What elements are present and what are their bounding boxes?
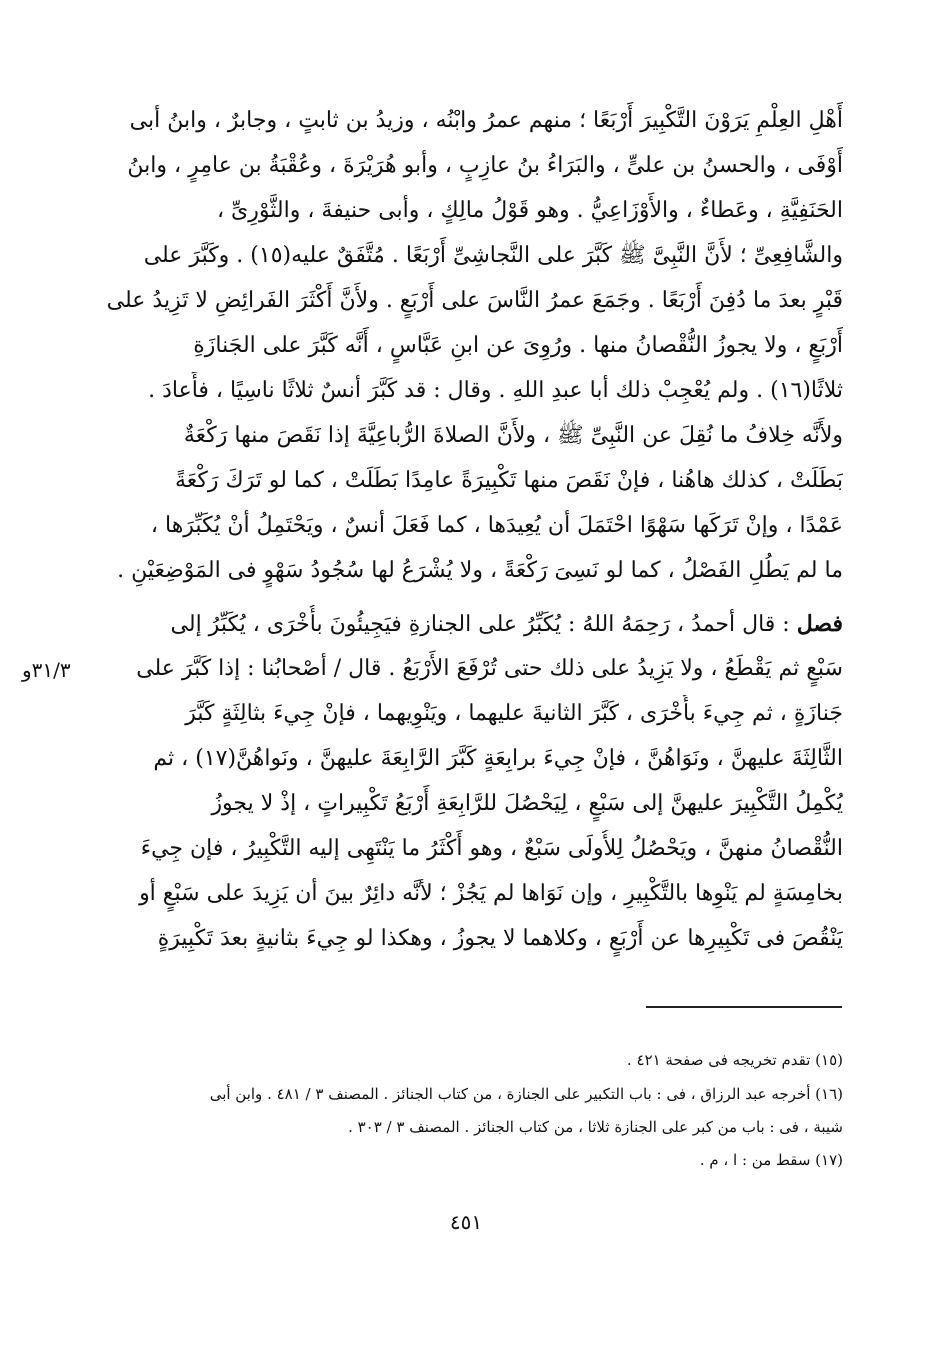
fasl-line: النُّقْصانُ منهنَّ ، ويَحْصُلُ لِلأُولَى سَبْعٌ ، وهو أَكْثَرُ ما يَنْتَهِى إليه التَّكْبِيرُ ، فإن جِيءَ	[140, 836, 843, 861]
fasl-line: سَبْعٍ ثم يَقْطَعُ ، ولا يَزِيدُ على ذلك حتى تُرْفَعَ الأَرْبَعُ . قال / أصْحابُنا : إذا كَبَّرَ على	[136, 656, 843, 681]
footnote: شيبة ، فى : باب من كبر على الجنازة ثلاثا ، من كتاب الجنائز . المصنف ٣ / ٣٠٣ .	[348, 1118, 843, 1136]
footnote: (١٧) سقط من : ا ، م .	[699, 1151, 843, 1169]
margin-folio-note: ٣١/٣و	[22, 658, 71, 682]
page-number: ٤٥١	[449, 1210, 483, 1234]
fasl-line: بخامِسَةٍ لم يَنْوِها بالتَّكْبِيرِ ، وإن نَوَاها لم يَجُزْ ؛ لأنَّه دائِرٌ بينَ أن يَزِيدَ على سَبْعٍ أو	[139, 881, 843, 906]
fasl-line-text: : قال أحمدُ ، رَحِمَهُ اللهُ : يُكَبِّرُ على الجنازةِ فيَجِيئُونَ بأُخْرَى ، يُكَبِّرُ إلى	[170, 612, 790, 637]
body-line: عَمْدًا ، وإنْ تَرَكَها سَهْوًا احْتَمَلَ أن يُعِيدَها ، كما فَعَلَ أنسٌ ، ويَحْتَمِلُ أنْ يُكَبِّرَها ،	[150, 513, 843, 538]
footnote: (١٦) أخرجه عبد الرزاق ، فى : باب التكبير على الجنازة ، من كتاب الجنائز . المصنف ٣ / ٤٨١ . وابن أبى	[209, 1085, 843, 1103]
body-line: أَرْبَعٍ ، ولا يجوزُ النُّقْصانُ منها . ورُوِىَ عن ابنِ عَبَّاسٍ ، أَنَّه كَبَّرَ على الجَنازَةِ	[193, 333, 843, 358]
fasl-line: يُكْمِلُ التَّكْبِيرَ عليهنَّ إلى سَبْعٍ ، لِيَحْصُلَ للرَّابِعَةِ أَرْبَعُ تَكْبِيراتٍ ، إذْ لا يجوزُ	[211, 791, 843, 816]
fasl-line: جَنازَةٍ ، ثم جِيءَ بأُخْرَى ، كَبَّرَ الثانيةَ عليهما ، ويَنْوِيهما ، فإنْ جِيءَ بثالِثَةٍ كَبَّرَ	[185, 701, 843, 726]
footnote: (١٥) تقدم تخريجه فى صفحة ٤٢١ .	[626, 1051, 843, 1069]
section-heading-fasl: فصل	[796, 611, 843, 637]
body-line: ما لم يَطُلِ الفَصْلُ ، كما لو نَسِىَ رَكْعَةً ، ولا يُشْرَعُ لها سُجُودُ سَهْوٍ فى المَوْضِعَيْنِ .	[117, 558, 843, 583]
body-line: ولأَنَّه خِلافُ ما نُقِلَ عن النَّبِىِّ ﷺ ، ولأَنَّ الصلاةَ الرُّباعِيَّةَ إذا نَقَصَ منها رَكْعَةٌ	[183, 423, 843, 448]
fasl-first-line	[80, 605, 843, 645]
body-line: أَوْفَى ، والحسنُ بن علىٍّ ، والبَرَاءُ بنُ عازِبٍ ، وأبو هُرَيْرَةَ ، وعُقْبَةُ بن عامِرٍ ، وابنُ	[127, 153, 843, 178]
body-line: بَطَلَتْ ، كذلك هاهُنا ، فإنْ نَقَصَ منها تَكْبِيرَةً عامِدًا بَطَلَتْ ، كما لو تَرَكَ رَكْعَةً	[174, 468, 843, 493]
footnote-divider	[646, 1006, 842, 1008]
body-line: والشَّافِعِىِّ ؛ لأَنَّ النَّبِىَّ ﷺ كَبَّرَ على النَّجاشِىِّ أَرْبَعًا . مُتَّفَقٌ عليه(١٥) . وكَبَّرَ على	[143, 243, 843, 268]
fasl-line: يَنْقُصَ فى تَكْبِيرِها عن أَرْبَعٍ ، وكلاهما لا يجوزُ ، وهكذا لو جِيءَ بثانيةٍ بعدَ تَكْبِيرَةٍ	[157, 926, 843, 951]
body-line: أَهْلِ العِلْمِ يَرَوْنَ التَّكْبِيرَ أَرْبَعًا ؛ منهم عمرُ وابْنُه ، وزيدُ بن ثابتٍ ، وجابرٌ ، وابنُ أبى	[129, 108, 843, 133]
body-line: قَبْرٍ بعدَ ما دُفِنَ أَرْبَعًا . وجَمَعَ عمرُ النَّاسَ على أَرْبَعٍ . ولأَنَّ أَكْثَرَ الفَرائِضِ لا تَزِيدُ على	[106, 288, 843, 313]
fasl-line: الثَّالِثَةَ عليهنَّ ، ونَوَاهُنَّ ، فإنْ جِيءَ برابِعَةٍ كَبَّرَ الرَّابِعَةَ عليهنَّ ، ونَواهُنَّ(١٧) ، ثم	[153, 746, 843, 771]
body-line: ثلاثًا(١٦) . ولم يُعْجِبْ ذلك أبا عبدِ اللهِ . وقال : قد كَبَّرَ أنسٌ ثلاثًا ناسِيًا ، فأَعادَ .	[148, 378, 843, 403]
body-line: الحَنَفِيَّةِ ، وعَطاءٌ ، والأَوْزَاعِيُّ . وهو قَوْلُ مالِكٍ ، وأبى حنيفةَ ، والثَّوْرِىِّ ،	[216, 198, 843, 223]
